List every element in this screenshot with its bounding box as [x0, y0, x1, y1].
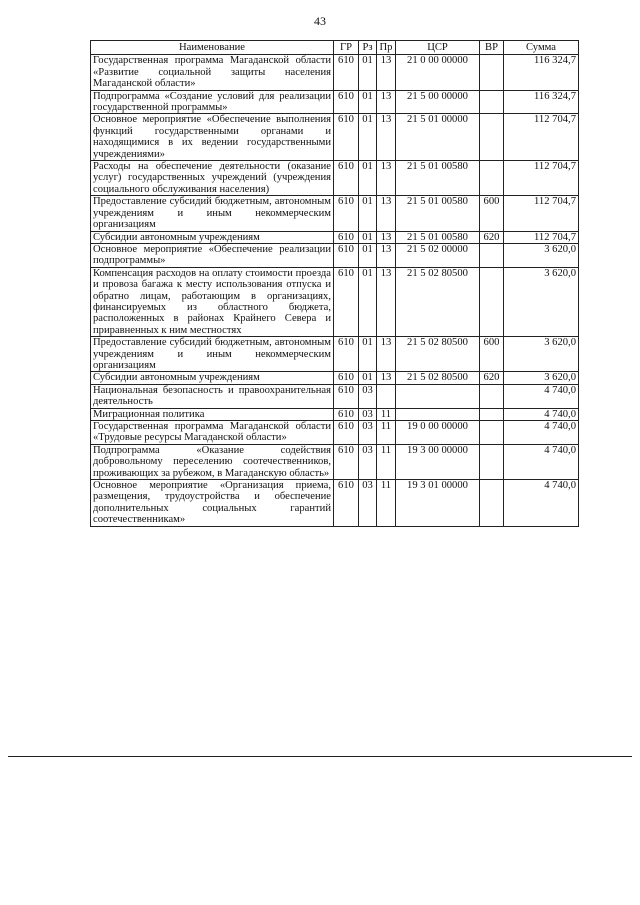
header-rz: Рз — [359, 41, 377, 55]
cell-csr — [396, 408, 480, 420]
header-row — [91, 41, 579, 55]
cell-gr: 610 — [334, 372, 359, 384]
cell-csr: 21 5 02 80500 — [396, 267, 480, 336]
cell-pr: 11 — [377, 444, 396, 479]
cell-pr: 13 — [377, 196, 396, 231]
table-row — [91, 337, 579, 372]
cell-gr: 610 — [334, 444, 359, 479]
cell-name: Основное мероприятие «Обеспечение реализации подпрограммы» — [91, 243, 334, 267]
table-row — [91, 408, 579, 420]
cell-name: Основное мероприятие «Обеспечение выполнения функций государственными органами и находящимися в их ведении государственными учреждениями» — [91, 114, 334, 161]
table-row — [91, 444, 579, 479]
cell-rz: 01 — [359, 231, 377, 243]
cell-gr: 610 — [334, 90, 359, 114]
cell-csr: 19 3 00 00000 — [396, 444, 480, 479]
table-row — [91, 372, 579, 384]
cell-gr: 610 — [334, 421, 359, 445]
cell-csr: 21 5 02 80500 — [396, 337, 480, 372]
cell-rz: 03 — [359, 480, 377, 527]
cell-sum: 3 620,0 — [504, 337, 579, 372]
cell-rz: 03 — [359, 444, 377, 479]
cell-name: Подпрограмма «Создание условий для реализации государственной программы» — [91, 90, 334, 114]
cell-csr: 19 0 00 00000 — [396, 421, 480, 445]
cell-name: Расходы на обеспечение деятельности (оказание услуг) государственных учреждений (учреждения социального обслуживания населения) — [91, 161, 334, 196]
cell-gr: 610 — [334, 161, 359, 196]
header-vr: ВР — [480, 41, 504, 55]
cell-vr: 620 — [480, 231, 504, 243]
cell-csr: 19 3 01 00000 — [396, 480, 480, 527]
cell-pr: 13 — [377, 372, 396, 384]
table-row — [91, 267, 579, 336]
cell-name: Предоставление субсидий бюджетным, автономным учреждениям и иным некоммерческим организациям — [91, 196, 334, 231]
cell-gr: 610 — [334, 55, 359, 90]
cell-gr: 610 — [334, 196, 359, 231]
cell-sum: 4 740,0 — [504, 421, 579, 445]
cell-sum: 3 620,0 — [504, 243, 579, 267]
budget-table — [90, 40, 579, 527]
cell-pr: 13 — [377, 243, 396, 267]
cell-rz: 01 — [359, 196, 377, 231]
header-sum: Сумма — [504, 41, 579, 55]
cell-csr: 21 5 01 00580 — [396, 161, 480, 196]
cell-rz: 01 — [359, 90, 377, 114]
cell-name: Субсидии автономным учреждениям — [91, 231, 334, 243]
table-row — [91, 384, 579, 408]
cell-name: Национальная безопасность и правоохранительная деятельность — [91, 384, 334, 408]
cell-name: Компенсация расходов на оплату стоимости проезда и провоза багажа к месту использования отпуска и обратно лицам, работающим в организациях, финансируемых из областного бюджета, расположенных в районах Крайнего Севера и приравненных к ним местностях — [91, 267, 334, 336]
cell-rz: 01 — [359, 337, 377, 372]
cell-gr: 610 — [334, 384, 359, 408]
cell-sum: 3 620,0 — [504, 267, 579, 336]
cell-rz: 03 — [359, 408, 377, 420]
cell-vr: 620 — [480, 372, 504, 384]
cell-vr — [480, 384, 504, 408]
cell-sum: 116 324,7 — [504, 55, 579, 90]
cell-rz: 03 — [359, 384, 377, 408]
cell-pr: 13 — [377, 90, 396, 114]
cell-sum: 112 704,7 — [504, 161, 579, 196]
cell-name: Государственная программа Магаданской области «Трудовые ресурсы Магаданской области» — [91, 421, 334, 445]
table-row — [91, 421, 579, 445]
cell-pr: 11 — [377, 421, 396, 445]
cell-vr — [480, 161, 504, 196]
cell-gr: 610 — [334, 114, 359, 161]
cell-pr: 13 — [377, 114, 396, 161]
cell-sum: 4 740,0 — [504, 444, 579, 479]
cell-gr: 610 — [334, 243, 359, 267]
cell-rz: 01 — [359, 114, 377, 161]
cell-pr: 13 — [377, 267, 396, 336]
cell-rz: 01 — [359, 372, 377, 384]
cell-sum: 4 740,0 — [504, 408, 579, 420]
cell-csr: 21 5 01 00580 — [396, 196, 480, 231]
cell-vr — [480, 55, 504, 90]
table-row — [91, 114, 579, 161]
cell-pr: 13 — [377, 161, 396, 196]
cell-gr: 610 — [334, 408, 359, 420]
cell-sum: 112 704,7 — [504, 196, 579, 231]
table-row — [91, 161, 579, 196]
cell-rz: 01 — [359, 243, 377, 267]
cell-rz: 01 — [359, 161, 377, 196]
table-row — [91, 480, 579, 527]
cell-csr: 21 5 02 80500 — [396, 372, 480, 384]
cell-gr: 610 — [334, 231, 359, 243]
cell-sum: 112 704,7 — [504, 114, 579, 161]
cell-gr: 610 — [334, 267, 359, 336]
table-header — [91, 41, 579, 55]
cell-csr: 21 5 00 00000 — [396, 90, 480, 114]
cell-sum: 3 620,0 — [504, 372, 579, 384]
cell-pr: 13 — [377, 337, 396, 372]
cell-pr: 13 — [377, 55, 396, 90]
table-row — [91, 243, 579, 267]
cell-rz: 03 — [359, 421, 377, 445]
cell-name: Подпрограмма «Оказание содействия добровольному переселению соотечественников, проживающих за рубежом, в Магаданскую область» — [91, 444, 334, 479]
cell-csr: 21 5 02 00000 — [396, 243, 480, 267]
cell-name: Субсидии автономным учреждениям — [91, 372, 334, 384]
cell-csr — [396, 384, 480, 408]
cell-csr: 21 5 01 00580 — [396, 231, 480, 243]
cell-pr — [377, 384, 396, 408]
cell-name: Государственная программа Магаданской области «Развитие социальной защиты населения Магаданской области» — [91, 55, 334, 90]
cell-name: Предоставление субсидий бюджетным, автономным учреждениям и иным некоммерческим организациям — [91, 337, 334, 372]
cell-vr — [480, 444, 504, 479]
cell-sum: 112 704,7 — [504, 231, 579, 243]
cell-gr: 610 — [334, 337, 359, 372]
cell-rz: 01 — [359, 55, 377, 90]
cell-sum: 116 324,7 — [504, 90, 579, 114]
footer-divider — [8, 756, 632, 757]
cell-vr — [480, 480, 504, 527]
cell-pr: 13 — [377, 231, 396, 243]
table-row — [91, 196, 579, 231]
cell-vr: 600 — [480, 196, 504, 231]
cell-vr — [480, 243, 504, 267]
cell-csr: 21 5 01 00000 — [396, 114, 480, 161]
cell-vr — [480, 90, 504, 114]
table-row — [91, 231, 579, 243]
cell-pr: 11 — [377, 480, 396, 527]
cell-sum: 4 740,0 — [504, 384, 579, 408]
cell-gr: 610 — [334, 480, 359, 527]
cell-rz: 01 — [359, 267, 377, 336]
cell-sum: 4 740,0 — [504, 480, 579, 527]
header-name: Наименование — [91, 41, 334, 55]
cell-vr — [480, 421, 504, 445]
cell-name: Основное мероприятие «Организация приема, размещения, трудоустройства и обеспечение дополнительных социальных гарантий соотечественникам» — [91, 480, 334, 527]
header-gr: ГР — [334, 41, 359, 55]
page-number: 43 — [314, 14, 326, 28]
cell-vr — [480, 267, 504, 336]
table-body — [91, 55, 579, 526]
header-csr: ЦСР — [396, 41, 480, 55]
cell-vr — [480, 408, 504, 420]
cell-csr: 21 0 00 00000 — [396, 55, 480, 90]
cell-name: Миграционная политика — [91, 408, 334, 420]
table-row — [91, 55, 579, 90]
header-pr: Пр — [377, 41, 396, 55]
cell-pr: 11 — [377, 408, 396, 420]
cell-vr: 600 — [480, 337, 504, 372]
cell-vr — [480, 114, 504, 161]
table-row — [91, 90, 579, 114]
